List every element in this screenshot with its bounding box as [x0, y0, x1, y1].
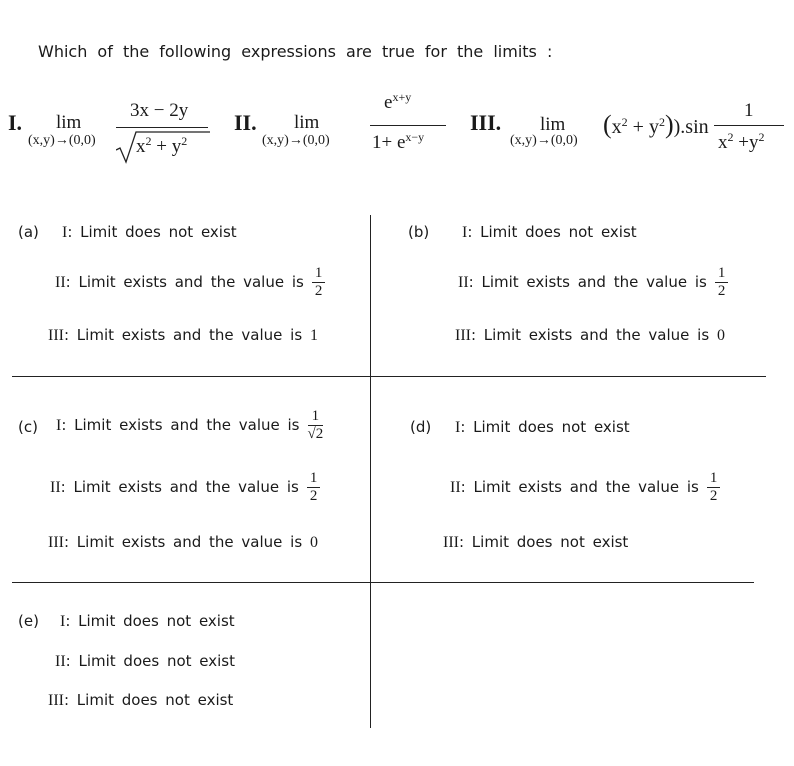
- option-c-I: I: Limit exists and the value is $\frac{1}{√2}$: [56, 408, 324, 442]
- expr-I-sub: (x,y)→(0,0): [28, 133, 96, 148]
- expr-III-factor: $(x^2 + y^2)).\sin$: [603, 110, 709, 139]
- option-e-III: III: Limit does not exist: [48, 691, 234, 709]
- option-a-II: II: Limit exists and the value is $\frac{1}{2}$: [55, 265, 325, 300]
- option-c-III: III: Limit exists and the value is 0: [48, 533, 318, 551]
- option-b-II-fraction: $\frac{1}{2}$: [715, 265, 729, 300]
- expr-II-label: II.: [234, 110, 257, 135]
- expr-II-sub: (x,y)→(0,0): [262, 133, 330, 148]
- option-d-label[interactable]: (d): [410, 418, 432, 436]
- expr-III-label: III.: [470, 110, 502, 135]
- question-text: Which of the following expressions are true for the limits :: [38, 42, 553, 61]
- option-e-II: II: Limit does not exist: [55, 652, 235, 670]
- option-d-II: II: Limit exists and the value is $\frac{1}{2}$: [450, 470, 720, 505]
- option-c-I-fraction: $\frac{1}{√2}$: [307, 408, 324, 442]
- expr-III-frac-denominator: $x^2 +y^2$: [718, 130, 765, 153]
- expr-III-lim: lim: [540, 114, 566, 135]
- option-c-II-fraction: $\frac{1}{2}$: [307, 470, 321, 505]
- option-d-II-fraction: $\frac{1}{2}$: [707, 470, 721, 505]
- expr-II-denominator: $1+ e^{x-y}$: [372, 130, 425, 153]
- option-d-III: III: Limit does not exist: [443, 533, 629, 551]
- option-e-I: I: Limit does not exist: [60, 612, 235, 630]
- option-a-I: I: Limit does not exist: [62, 223, 237, 241]
- option-d-I: I: Limit does not exist: [455, 418, 630, 436]
- expr-I-label: I.: [8, 110, 23, 135]
- grid-vertical-divider: [370, 215, 371, 728]
- expr-I-lim: lim: [56, 112, 82, 133]
- option-a-label[interactable]: (a): [18, 223, 39, 241]
- expr-I-radicand: $x^2 + y^2$: [136, 134, 188, 157]
- option-b-I: I: Limit does not exist: [462, 223, 637, 241]
- option-c-label[interactable]: (c): [18, 418, 38, 436]
- expr-I-fraction-bar: [116, 127, 208, 128]
- expr-III-frac-numerator: 1: [744, 100, 754, 121]
- grid-divider-top: [12, 376, 766, 377]
- option-b-III: III: Limit exists and the value is 0: [455, 326, 725, 344]
- expr-II-numerator: $e^{x+y}$: [384, 90, 412, 113]
- expr-I-numerator: 3x − 2y: [130, 100, 189, 121]
- grid-divider-bottom: [12, 582, 754, 583]
- option-e-label[interactable]: (e): [18, 612, 39, 630]
- option-b-label[interactable]: (b): [408, 223, 430, 241]
- expr-II-fraction-bar: [370, 125, 446, 126]
- expr-III-sub: (x,y)→(0,0): [510, 133, 578, 148]
- expr-II-lim: lim: [294, 112, 320, 133]
- option-a-II-fraction: $\frac{1}{2}$: [312, 265, 326, 300]
- option-b-II: II: Limit exists and the value is $\frac{1}{2}$: [458, 265, 728, 300]
- expr-III-fraction-bar: [714, 125, 784, 126]
- option-a-III: III: Limit exists and the value is 1: [48, 326, 318, 344]
- option-c-II: II: Limit exists and the value is $\frac{1}{2}$: [50, 470, 320, 505]
